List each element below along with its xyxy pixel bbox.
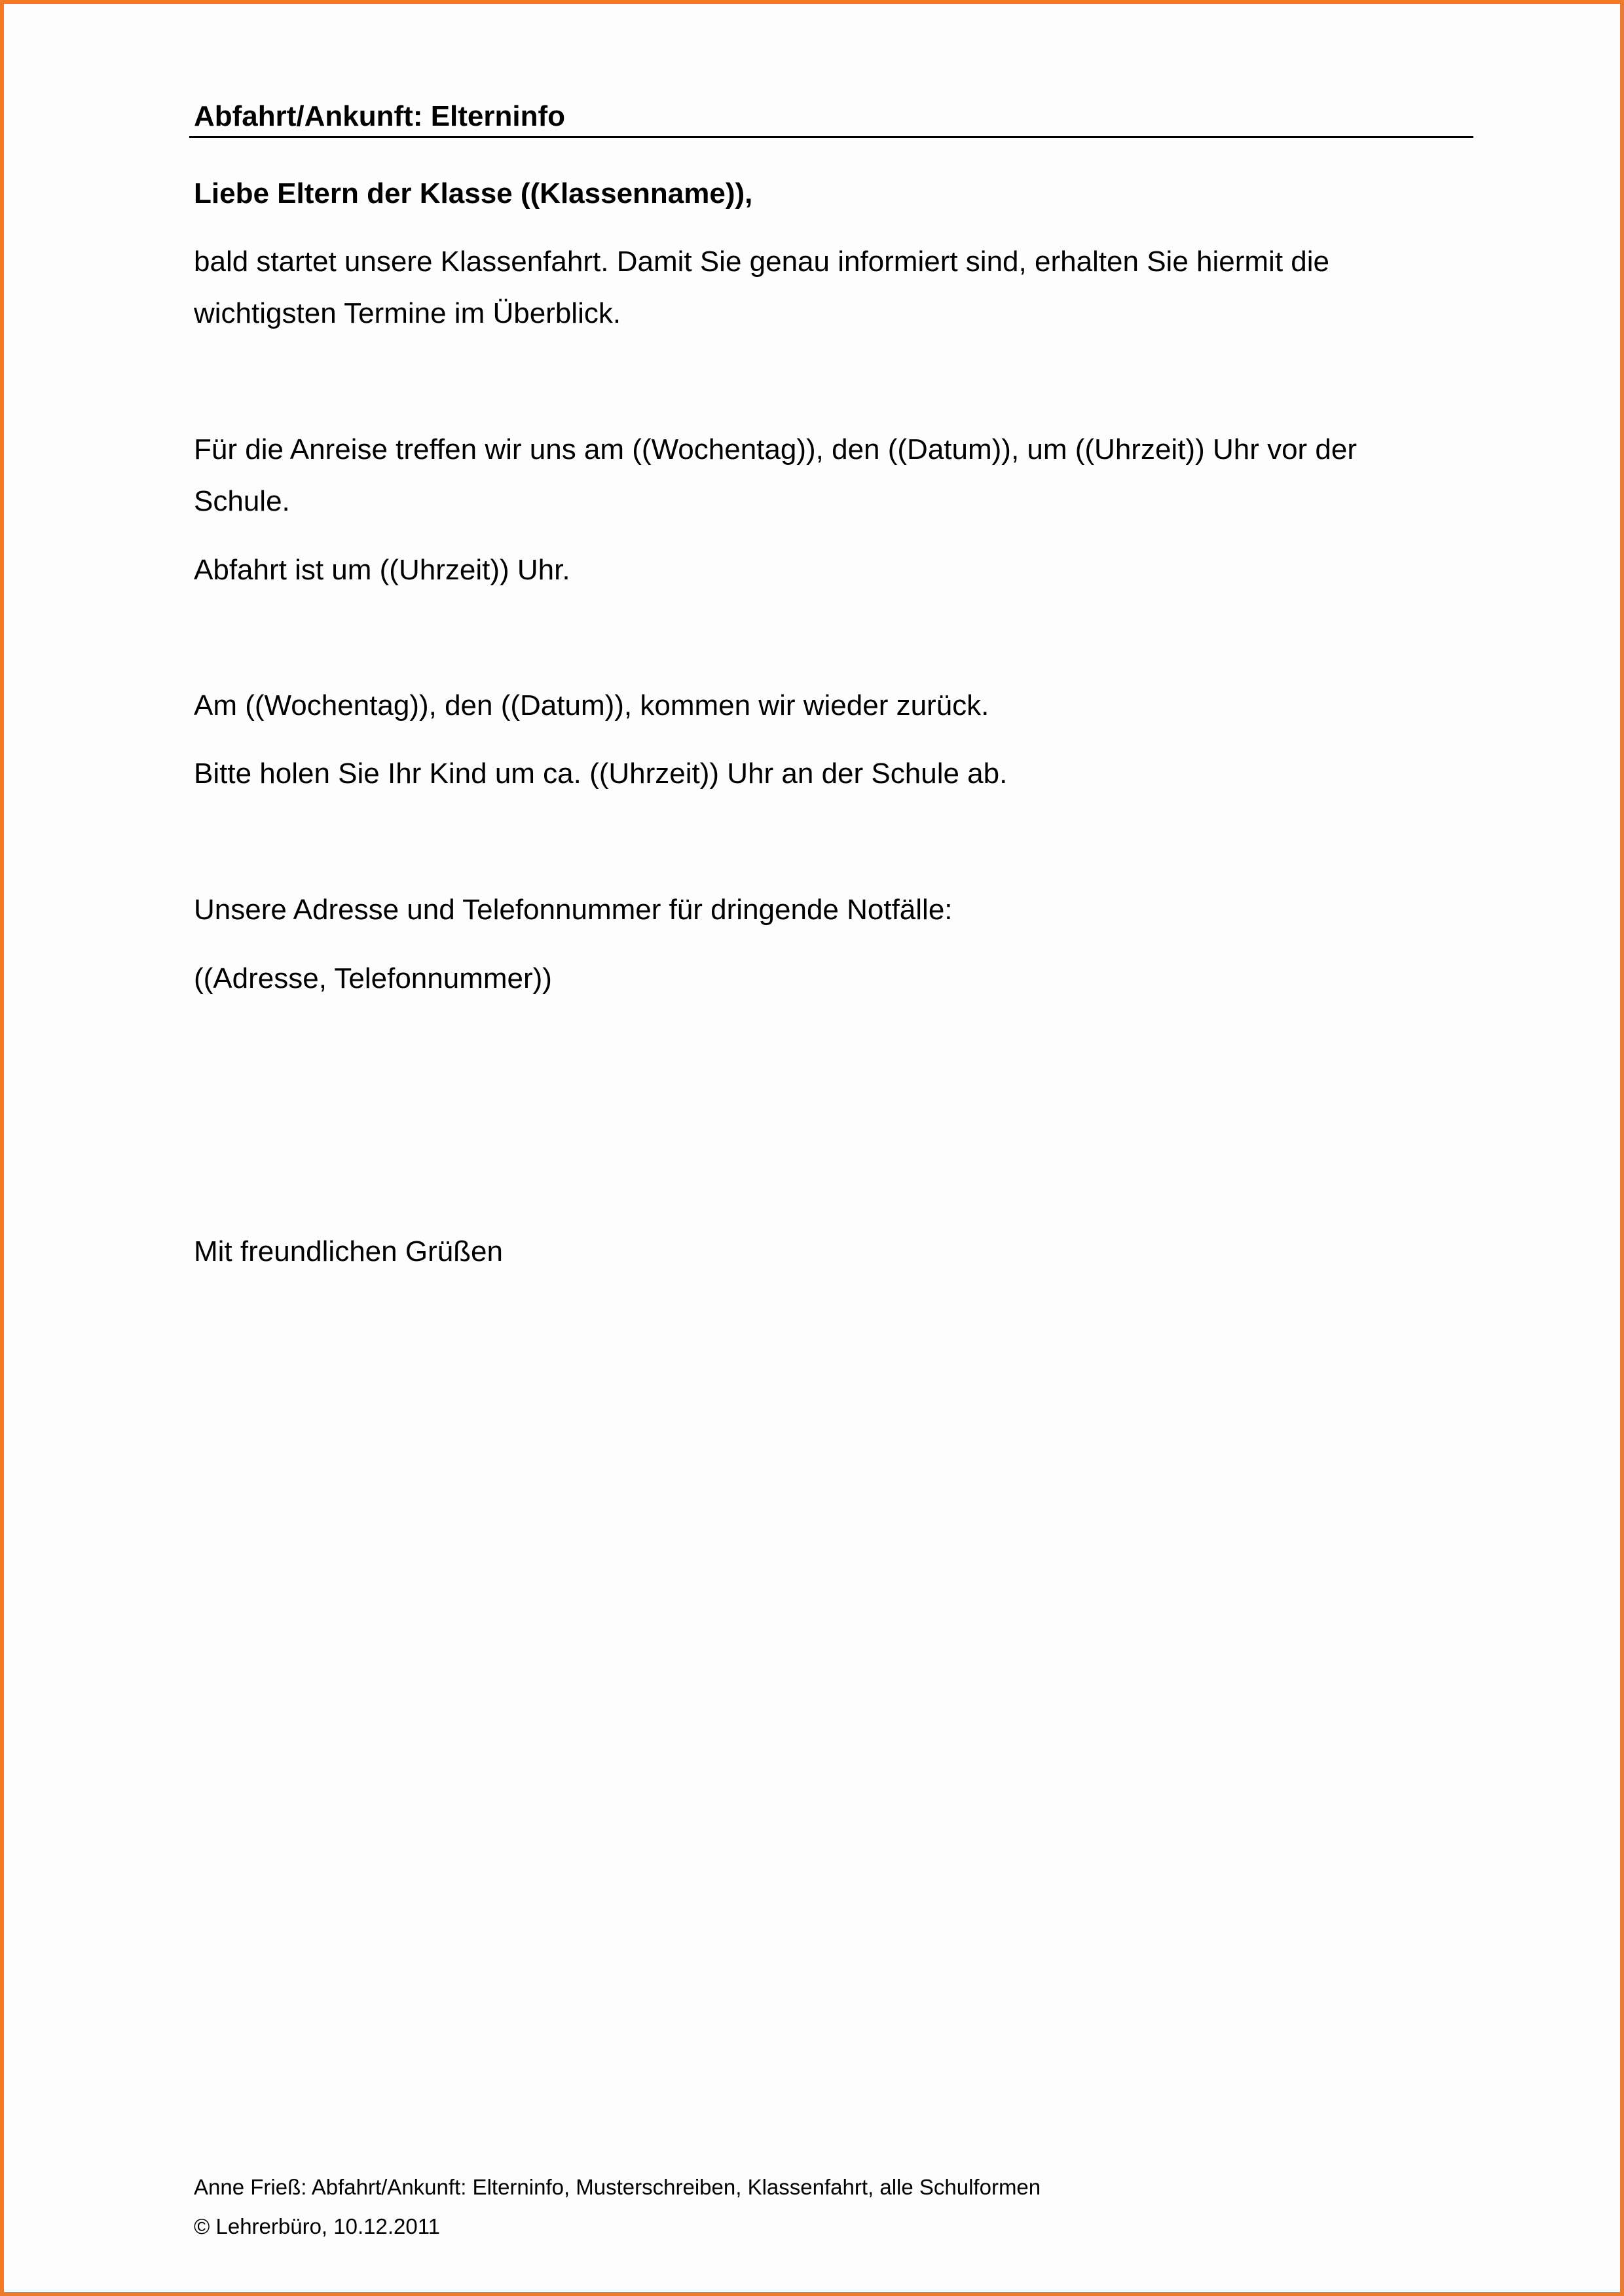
salutation: Liebe Eltern der Klasse ((Klassenname)), bbox=[194, 177, 753, 210]
document-header-title: Abfahrt/Ankunft: Elterninfo bbox=[194, 100, 566, 132]
intro-line-2: wichtigsten Termine im Überblick. bbox=[194, 297, 621, 329]
return-line: Am ((Wochentag)), den ((Datum)), kommen wir wieder zurück. bbox=[194, 689, 989, 721]
pickup-line: Bitte holen Sie Ihr Kind um ca. ((Uhrzeit)) Uhr an der Schule ab. bbox=[194, 757, 1008, 790]
departure-time-line: Abfahrt ist um ((Uhrzeit)) Uhr. bbox=[194, 554, 570, 586]
header-divider bbox=[189, 136, 1473, 138]
footer-copyright-line: © Lehrerbüro, 10.12.2011 bbox=[194, 2214, 440, 2238]
closing-greeting: Mit freundlichen Grüßen bbox=[194, 1235, 503, 1267]
departure-line-2: Schule. bbox=[194, 485, 290, 517]
intro-line-1: bald startet unsere Klassenfahrt. Damit Sie genau informiert sind, erhalten Sie hiermit die bbox=[194, 246, 1329, 278]
contact-label: Unsere Adresse und Telefonnummer für dringende Notfälle: bbox=[194, 894, 953, 926]
departure-line-1: Für die Anreise treffen wir uns am ((Wochentag)), den ((Datum)), um ((Uhrzeit)) Uhr vor der bbox=[194, 433, 1357, 465]
contact-value: ((Adresse, Telefonnummer)) bbox=[194, 962, 552, 994]
footer-credit-line: Anne Frieß: Abfahrt/Ankunft: Elterninfo, Musterschreiben, Klassenfahrt, alle Schulformen bbox=[194, 2175, 1041, 2199]
